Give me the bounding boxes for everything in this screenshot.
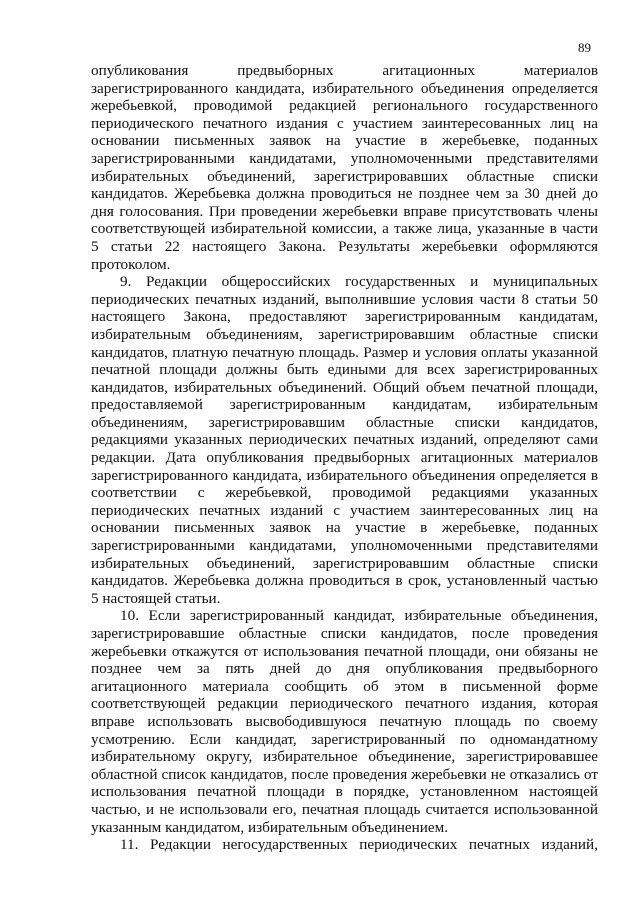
text-line: зарегистрированного кандидата, избирательного объединения определяется [91,79,598,97]
text-line: дня голосования. При проведении жеребьевки вправе присутствовать члены [91,202,598,220]
text-line: 5 статьи 22 настоящего Закона. Результаты жеребьевки оформляются [91,237,598,255]
text-line: соответствующей избирательной комиссии, а также лица, указанные в части [91,220,598,238]
text-line: объединениям, зарегистрировавшим областные списки кандидатов, [91,413,598,431]
text-line: кандидатов, платную печатную площадь. Размер и условия оплаты указанной [91,343,598,361]
text-line: основании письменных заявок на участие в жеребьевке, поданных [91,132,598,150]
text-line: периодических печатных изданий с участием заинтересованных лиц на [91,501,598,519]
text-line: настоящего Закона, предоставляют зарегистрированным кандидатам, [91,308,598,326]
text-line: 11. Редакции негосударственных периодических печатных изданий, [120,836,598,854]
text-line: предоставляемой зарегистрированным кандидатам, избирательным [91,396,598,414]
text-line: 9. Редакции общероссийских государственных и муниципальных [120,273,598,291]
text-line: 10. Если зарегистрированный кандидат, избирательные объединения, [120,607,598,625]
text-line: кандидатов. Жеребьевка должна проводиться не позднее чем за 30 дней до [91,185,598,203]
document-body [91,62,598,854]
text-line: опубликования предвыборных агитационных материалов [91,62,598,79]
text-line: избирательным объединениям, зарегистрировавшим областные списки [91,325,598,343]
text-line: жеребьевки откажутся от использования печатной площади, они обязаны не [91,642,598,660]
text-line: усмотрению. Если кандидат, зарегистрированный по одномандатному [91,730,598,748]
text-line: редакции. Дата опубликования предвыборных агитационных материалов [91,449,598,467]
text-line: зарегистрированного кандидата, избирательного объединения определяется в [91,466,598,484]
text-line: агитационного материала сообщить об этом в письменной форме [91,677,598,695]
text-line: соответствующей редакции периодического печатного издания, которая [91,695,598,713]
text-line: печатной площади должны быть едиными для всех зарегистрированных [91,361,598,379]
text-line: избирательному округу, избирательное объединение, зарегистрировавшее [91,748,598,766]
text-line: периодических печатных изданий, выполнившие условия части 8 статьи 50 [91,290,598,308]
text-line: зарегистрировавшие областные списки кандидатов, после проведения [91,625,598,642]
text-line: частью, и не использовали его, печатная площадь считается использованной [91,800,598,818]
text-line: избирательных объединений, зарегистрировавшим областные списки [91,554,598,572]
text-line: периодического печатного издания с участием заинтересованных лиц на [91,114,598,132]
text-line: основании письменных заявок на участие в жеребьевке, поданных [91,519,598,537]
text-line: использования печатной площади в порядке, установленном настоящей [91,783,598,801]
page-number: 89 [578,40,591,55]
text-line: избирательных объединений, зарегистрировавших областные списки [91,167,598,185]
text-line: указанным кандидатом, избирательным объединением. [91,818,448,836]
text-line: областной список кандидатов, после проведения жеребьевки не отказались от [91,765,598,783]
text-line: жеребьевкой, проводимой редакцией регионального государственного [91,97,598,115]
text-line: соответствии с жеребьевкой, проводимой редакциями указанных [91,484,598,502]
text-line: позднее чем за пять дней до дня опубликования предвыборного [91,660,598,678]
text-line: протоколом. [91,255,171,273]
text-line: зарегистрированными кандидатами, уполномоченными представителями [91,149,598,167]
text-line: зарегистрированными кандидатами, уполномоченными представителями [91,537,598,555]
text-line: редакциями указанных периодических печатных изданий, определяют сами [91,431,598,449]
text-line: кандидатов, избирательных объединений. Общий объем печатной площади, [91,378,598,396]
text-line: 5 настоящей статьи. [91,589,221,607]
text-line: кандидатов. Жеребьевка должна проводиться в срок, установленный частью [91,572,598,590]
text-line: вправе использовать высвободившуюся печатную площадь по своему [91,712,598,730]
